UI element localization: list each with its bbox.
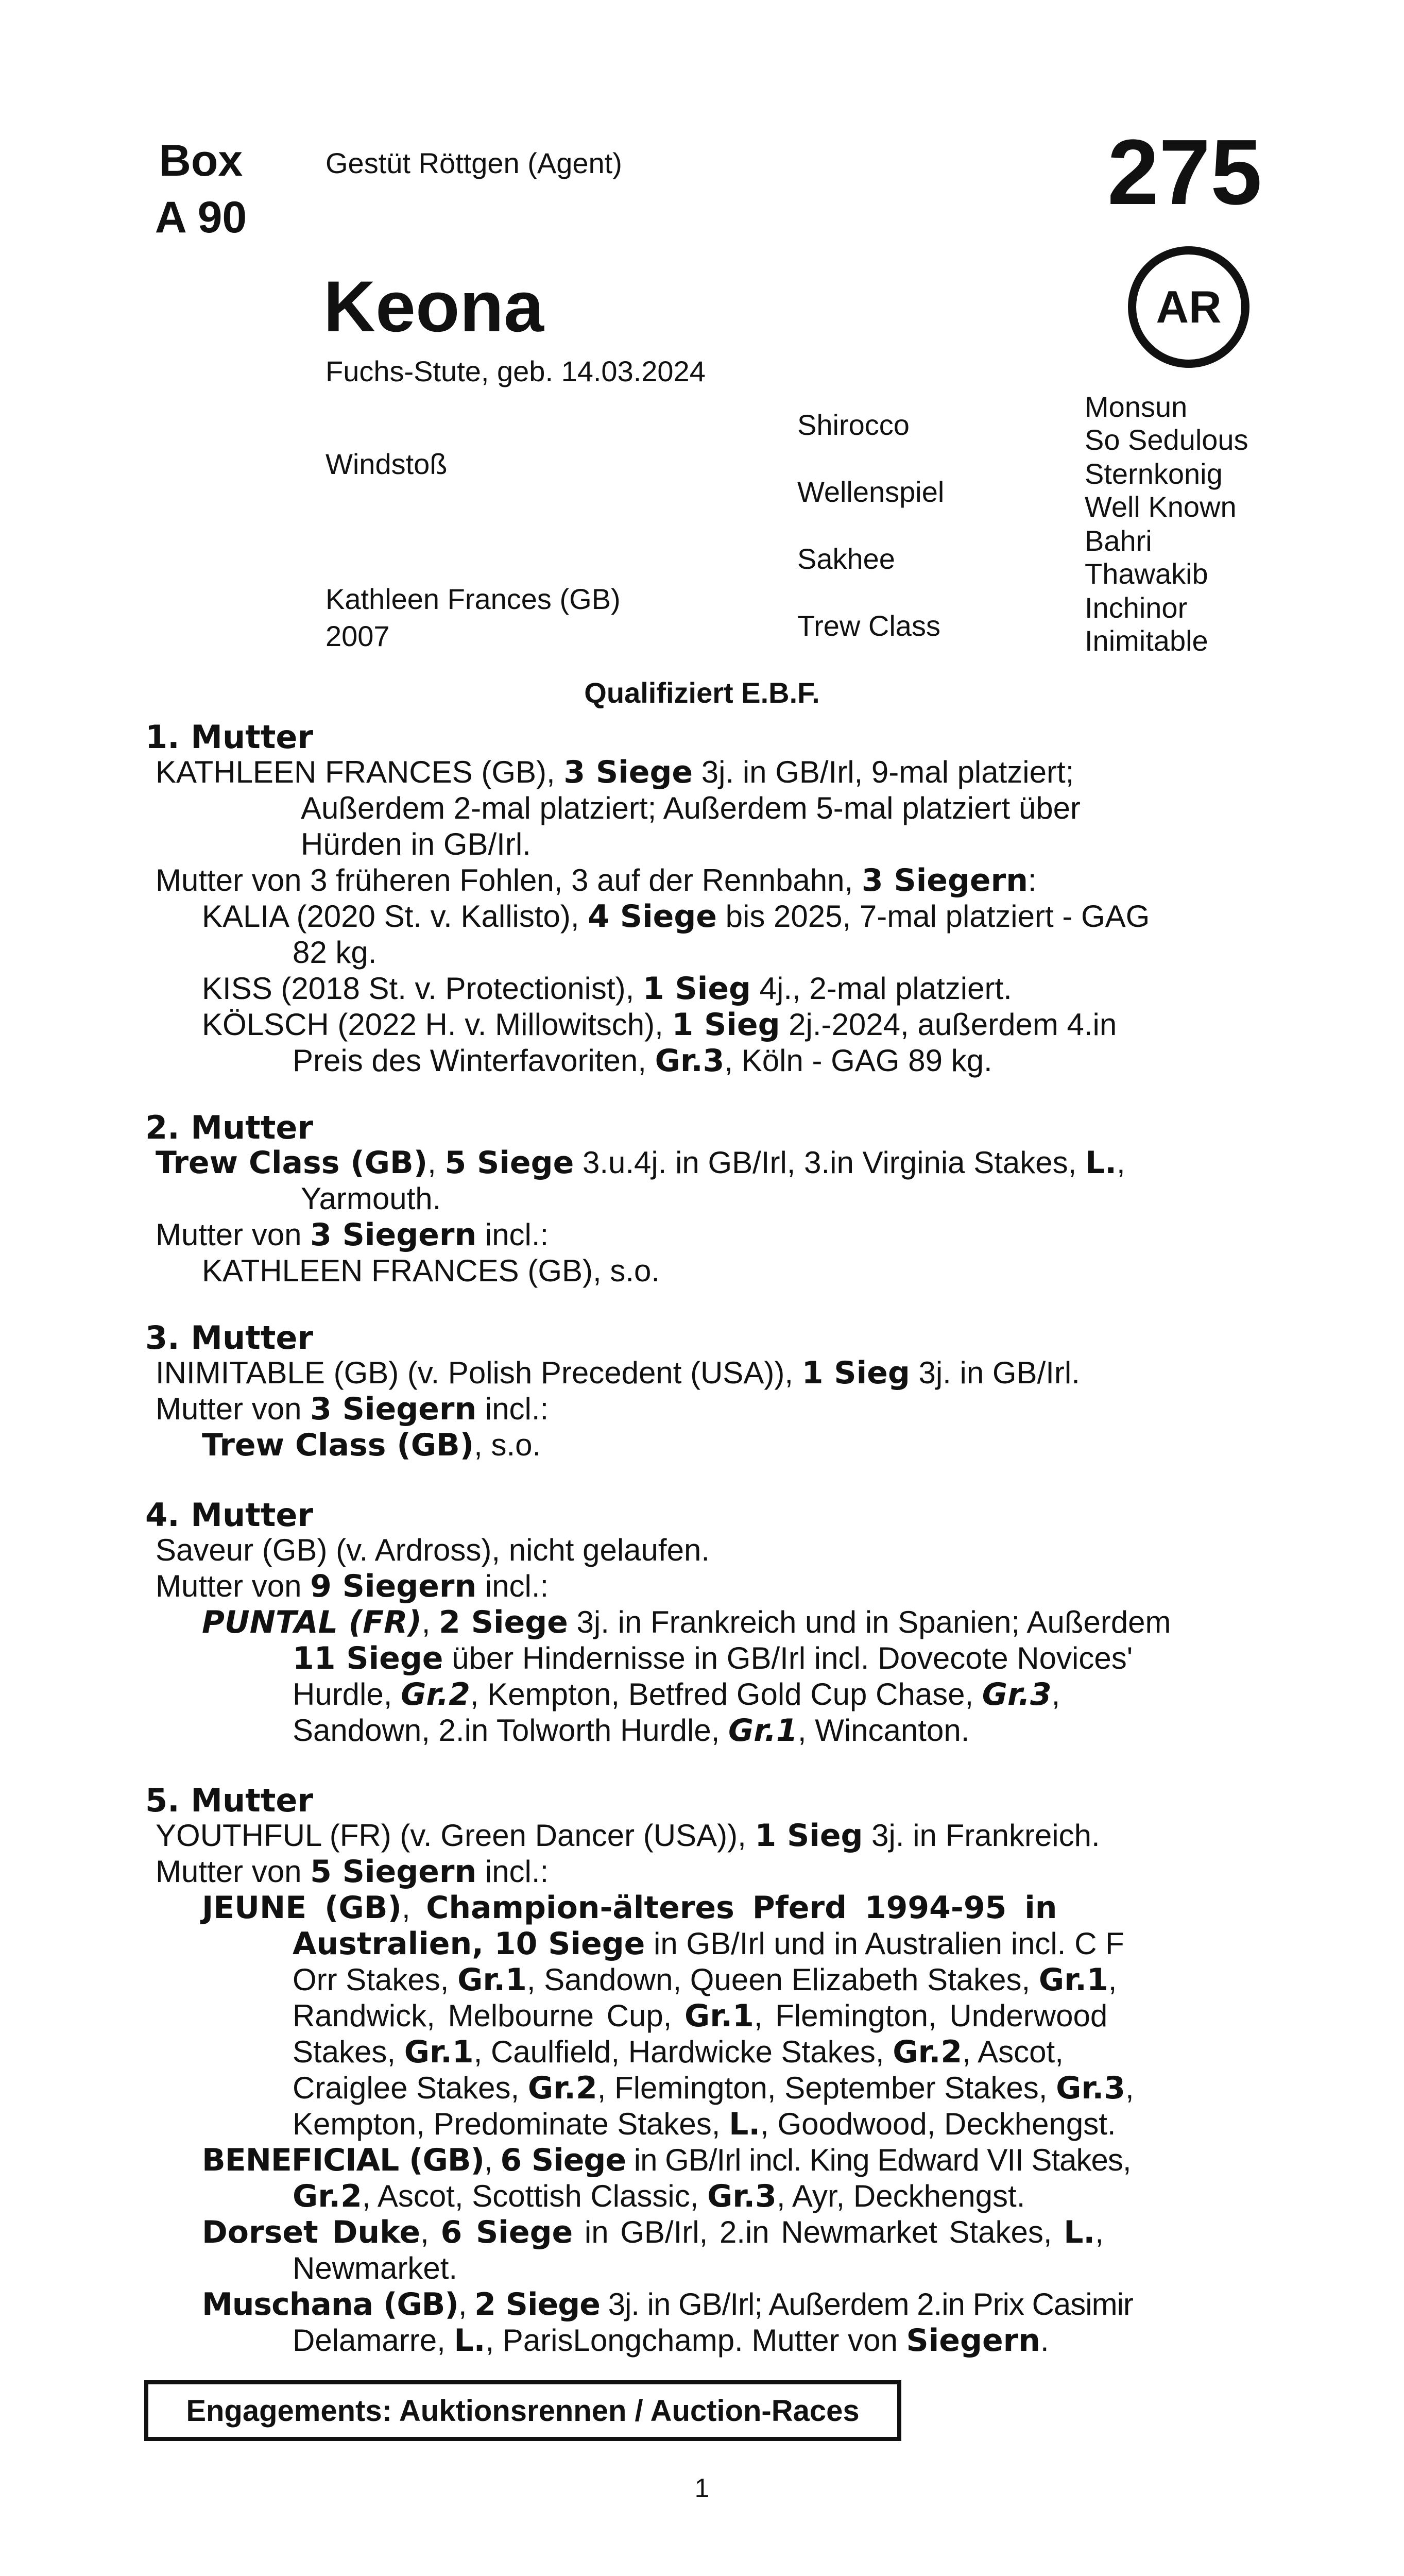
section-heading: 3. Mutter bbox=[145, 1319, 314, 1357]
pedigree-dam-year: 2007 bbox=[326, 620, 390, 652]
dam-record-line: Mutter von 3 früheren Fohlen, 3 auf der Rennbahn, 3 Siegern: bbox=[156, 862, 1037, 899]
offspring-line: JEUNE (GB), Champion-älteres Pferd 1994-95 in bbox=[202, 1890, 1057, 1926]
pedigree-dam-dam: Trew Class bbox=[797, 609, 940, 642]
offspring-line: Trew Class (GB), s.o. bbox=[202, 1427, 541, 1463]
ar-badge: AR bbox=[1128, 246, 1249, 368]
offspring-line: KISS (2018 St. v. Protectionist), 1 Sieg 4j., 2-mal platziert. bbox=[202, 971, 1012, 1007]
dam-record-line: Saveur (GB) (v. Ardross), nicht gelaufen. bbox=[156, 1533, 710, 1567]
pedigree-dam: Kathleen Frances (GB) bbox=[326, 583, 621, 615]
offspring-line: Sandown, 2.in Tolworth Hurdle, Gr.1, Wincanton. bbox=[293, 1713, 970, 1749]
offspring-line: KATHLEEN FRANCES (GB), s.o. bbox=[202, 1253, 660, 1288]
pedigree-grandparent: Inchinor bbox=[1085, 591, 1188, 624]
pedigree-grandparent: Monsun bbox=[1085, 391, 1188, 423]
consignor: Gestüt Röttgen (Agent) bbox=[326, 147, 622, 179]
offspring-line: Kempton, Predominate Stakes, L., Goodwood, Deckhengst. bbox=[293, 2106, 1116, 2142]
offspring-line: Preis des Winterfavoriten, Gr.3, Köln - GAG 89 kg. bbox=[293, 1043, 992, 1079]
dam-record-line: Mutter von 9 Siegern incl.: bbox=[156, 1568, 549, 1604]
box-code: A 90 bbox=[155, 193, 247, 242]
pedigree-dam-sire: Sakhee bbox=[797, 543, 895, 575]
offspring-line: Stakes, Gr.1, Caulfield, Hardwicke Stakes, Gr.2, Ascot, bbox=[293, 2034, 1064, 2070]
horse-name: Keona bbox=[323, 266, 544, 347]
qualification: Qualifiziert E.B.F. bbox=[584, 676, 820, 709]
dam-record-line: YOUTHFUL (FR) (v. Green Dancer (USA)), 1 Sieg 3j. in Frankreich. bbox=[156, 1818, 1100, 1854]
offspring-line: Dorset Duke, 6 Siege in GB/Irl, 2.in Newmarket Stakes, L., bbox=[202, 2214, 1104, 2250]
lot-number: 275 bbox=[1107, 121, 1262, 224]
offspring-line: BENEFICIAL (GB), 6 Siege in GB/Irl incl. King Edward VII Stakes, bbox=[202, 2142, 1131, 2178]
pedigree-grandparent: Sternkonig bbox=[1085, 457, 1223, 490]
dam-record-line: Yarmouth. bbox=[301, 1181, 441, 1216]
dam-record-line: KATHLEEN FRANCES (GB), 3 Siege 3j. in GB/Irl, 9-mal platziert; bbox=[156, 754, 1074, 790]
pedigree-grandparent: Inimitable bbox=[1085, 624, 1208, 657]
page-number: 1 bbox=[694, 2473, 710, 2503]
pedigree-grandparent: Bahri bbox=[1085, 524, 1152, 557]
dam-record-line: INIMITABLE (GB) (v. Polish Precedent (USA)), 1 Sieg 3j. in GB/Irl. bbox=[156, 1355, 1080, 1391]
pedigree-sire: Windstoß bbox=[326, 448, 448, 480]
offspring-line: Gr.2, Ascot, Scottish Classic, Gr.3, Ayr, Deckhengst. bbox=[293, 2178, 1025, 2214]
pedigree-grandparent: So Sedulous bbox=[1085, 423, 1248, 456]
dam-record-line: Mutter von 3 Siegern incl.: bbox=[156, 1391, 549, 1427]
section-heading: 2. Mutter bbox=[145, 1109, 314, 1146]
dam-record-line: Mutter von 5 Siegern incl.: bbox=[156, 1854, 549, 1890]
offspring-line: KÖLSCH (2022 H. v. Millowitsch), 1 Sieg 2j.-2024, außerdem 4.in bbox=[202, 1007, 1117, 1043]
offspring-line: Randwick, Melbourne Cup, Gr.1, Flemington, Underwood bbox=[293, 1998, 1108, 2034]
dam-record-line: Außerdem 2-mal platziert; Außerdem 5-mal platziert über bbox=[301, 791, 1081, 825]
section-heading: 4. Mutter bbox=[145, 1496, 314, 1534]
pedigree-sire-dam: Wellenspiel bbox=[797, 476, 945, 508]
horse-description: Fuchs-Stute, geb. 14.03.2024 bbox=[326, 355, 706, 387]
pedigree-sire-sire: Shirocco bbox=[797, 409, 910, 441]
offspring-line: Muschana (GB), 2 Siege 3j. in GB/Irl; Außerdem 2.in Prix Casimir bbox=[202, 2286, 1133, 2323]
box-label: Box bbox=[159, 136, 243, 185]
offspring-line: PUNTAL (FR), 2 Siege 3j. in Frankreich und in Spanien; Außerdem bbox=[202, 1604, 1171, 1640]
dam-record-line: Trew Class (GB), 5 Siege 3.u.4j. in GB/Irl, 3.in Virginia Stakes, L., bbox=[156, 1145, 1125, 1181]
offspring-line: Craiglee Stakes, Gr.2, Flemington, September Stakes, Gr.3, bbox=[293, 2070, 1134, 2106]
offspring-line: Hurdle, Gr.2, Kempton, Betfred Gold Cup Chase, Gr.3, bbox=[293, 1676, 1060, 1713]
offspring-line: 82 kg. bbox=[293, 935, 377, 970]
offspring-line: Delamarre, L., ParisLongchamp. Mutter von Siegern. bbox=[293, 2323, 1049, 2359]
dam-record-line: Hürden in GB/Irl. bbox=[301, 827, 531, 861]
section-heading: 5. Mutter bbox=[145, 1782, 314, 1819]
section-heading: 1. Mutter bbox=[145, 718, 314, 756]
offspring-line: KALIA (2020 St. v. Kallisto), 4 Siege bis 2025, 7-mal platziert - GAG bbox=[202, 899, 1150, 935]
offspring-line: 11 Siege über Hindernisse in GB/Irl incl. Dovecote Novices' bbox=[293, 1640, 1133, 1676]
offspring-line: Newmarket. bbox=[293, 2251, 458, 2285]
offspring-line: Australien, 10 Siege in GB/Irl und in Australien incl. C F bbox=[293, 1926, 1124, 1962]
pedigree-grandparent: Well Known bbox=[1085, 490, 1237, 523]
pedigree-grandparent: Thawakib bbox=[1085, 557, 1208, 590]
dam-record-line: Mutter von 3 Siegern incl.: bbox=[156, 1217, 549, 1253]
offspring-line: Orr Stakes, Gr.1, Sandown, Queen Elizabeth Stakes, Gr.1, bbox=[293, 1962, 1117, 1998]
engagements-box: Engagements: Auktionsrennen / Auction-Races bbox=[144, 2380, 901, 2441]
